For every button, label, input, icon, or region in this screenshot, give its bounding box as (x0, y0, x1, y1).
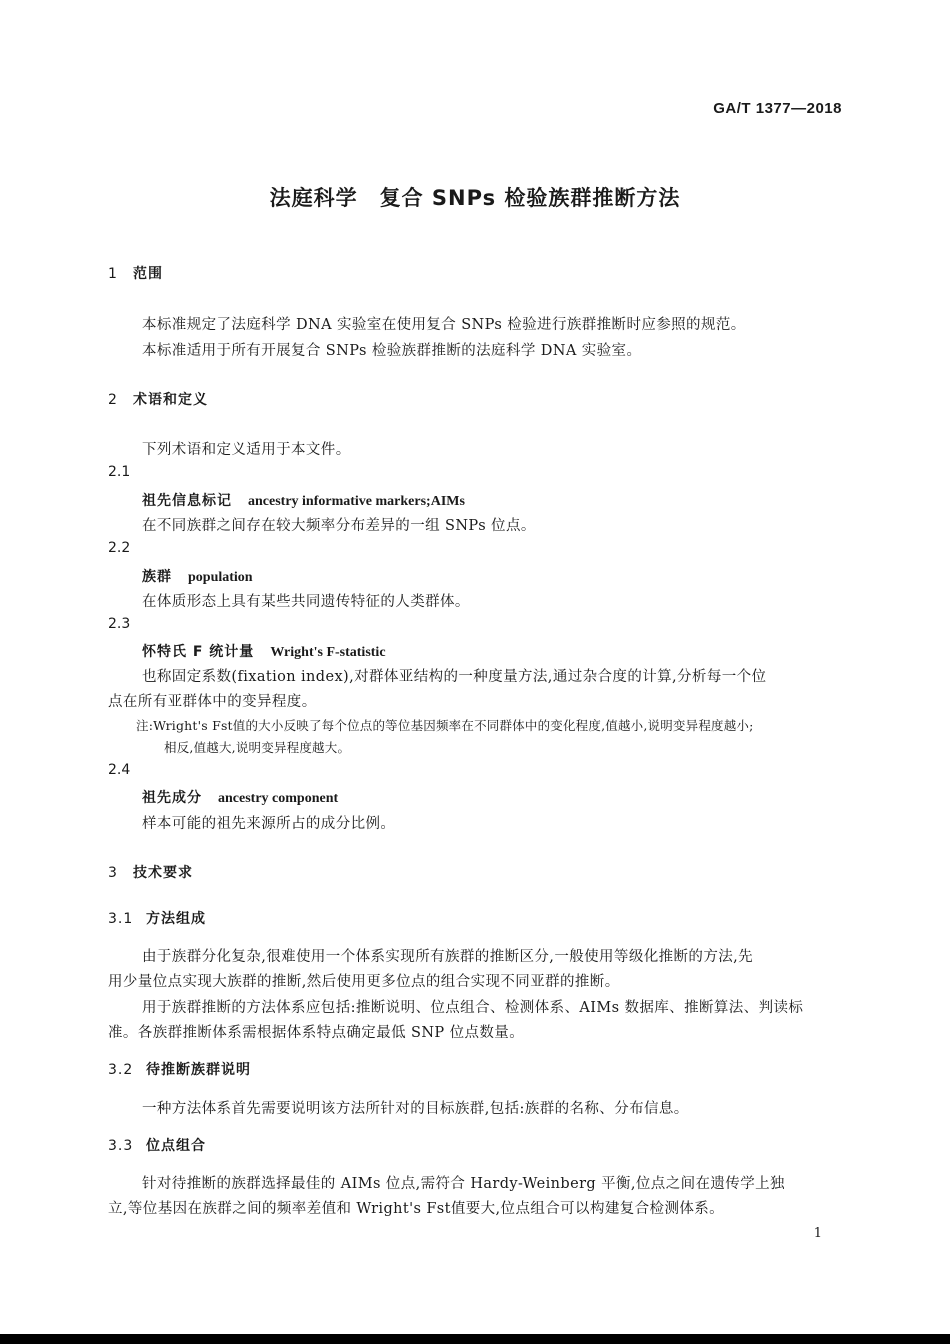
term-english: ancestry informative markers;AIMs (248, 494, 465, 509)
section-number: 2 (108, 392, 118, 408)
section-title: 术语和定义 (133, 392, 208, 408)
section-number: 1 (108, 266, 118, 282)
subsection-3-2-heading (108, 1059, 251, 1079)
section-1-paragraph-2: 本标准适用于所有开展复合 SNPs 检验族群推断的法庭科学 DNA 实验室。 (142, 343, 642, 359)
term-english: population (188, 570, 253, 585)
section-2-heading (108, 389, 208, 409)
term-entry (142, 787, 338, 807)
term-definition: 样本可能的祖先来源所占的成分比例。 (142, 816, 396, 832)
subsection-3-1-heading (108, 908, 206, 928)
term-chinese: 族群 (142, 569, 172, 585)
bottom-border (0, 1334, 950, 1344)
term-definition: 在体质形态上具有某些共同遗传特征的人类群体。 (142, 594, 470, 610)
term-definition: 在不同族群之间存在较大频率分布差异的一组 SNPs 位点。 (142, 518, 536, 534)
subsection-3-3-heading (108, 1135, 206, 1155)
paragraph-line: 由于族群分化复杂,很难使用一个体系实现所有族群的推断区分,一般使用等级化推断的方法,先 (142, 949, 754, 965)
note-line-2: 相反,值越大,说明变异程度越大。 (164, 740, 351, 755)
term-chinese: 祖先信息标记 (142, 493, 232, 509)
section-title: 技术要求 (133, 865, 193, 881)
section-2-intro: 下列术语和定义适用于本文件。 (142, 442, 351, 458)
paragraph-line: 用于族群推断的方法体系应包括:推断说明、位点组合、检测体系、AIMs 数据库、推断算法、判读标 (142, 1000, 804, 1016)
subsection-title: 方法组成 (146, 911, 206, 927)
paragraph-line: 针对待推断的族群选择最佳的 AIMs 位点,需符合 Hardy-Weinberg 平衡,位点之间在遗传学上独 (142, 1176, 785, 1192)
term-number: 2.3 (108, 616, 131, 632)
section-title: 范围 (133, 266, 163, 282)
subsection-title: 待推断族群说明 (146, 1062, 251, 1078)
term-english: Wright's F-statistic (270, 645, 386, 660)
subsection-number: 3.3 (108, 1138, 134, 1154)
paragraph-line: 一种方法体系首先需要说明该方法所针对的目标族群,包括:族群的名称、分布信息。 (142, 1101, 689, 1117)
standard-number: GA/T 1377—2018 (713, 100, 842, 117)
term-number: 2.4 (108, 762, 131, 778)
term-entry (142, 490, 465, 510)
paragraph-line: 准。各族群推断体系需根据体系特点确定最低 SNP 位点数量。 (108, 1025, 525, 1041)
term-entry (142, 641, 386, 661)
term-number: 2.1 (108, 464, 131, 480)
section-1-heading (108, 263, 163, 283)
subsection-title: 位点组合 (146, 1138, 206, 1154)
term-number: 2.2 (108, 540, 131, 556)
section-3-heading (108, 862, 193, 882)
subsection-number: 3.2 (108, 1062, 134, 1078)
term-definition-line-1: 也称固定系数(fixation index),对群体亚结构的一种度量方法,通过杂合度的计算,分析每一个位 (142, 669, 767, 685)
term-chinese: 祖先成分 (142, 790, 202, 806)
paragraph-line: 立,等位基因在族群之间的频率差值和 Wright's Fst值要大,位点组合可以构建复合检测体系。 (108, 1201, 725, 1217)
subsection-number: 3.1 (108, 911, 134, 927)
document-title: 法庭科学 复合 SNPs 检验族群推断方法 (269, 186, 681, 210)
note-line-1: 注:Wright's Fst值的大小反映了每个位点的等位基因频率在不同群体中的变化程度,值越小,说明变异程度越小; (136, 718, 754, 733)
section-number: 3 (108, 865, 118, 881)
paragraph-line: 用少量位点实现大族群的推断,然后使用更多位点的组合实现不同亚群的推断。 (108, 974, 620, 990)
term-english: ancestry component (218, 791, 339, 806)
term-chinese: 怀特氏 F 统计量 (142, 644, 255, 660)
section-1-paragraph-1: 本标准规定了法庭科学 DNA 实验室在使用复合 SNPs 检验进行族群推断时应参照的规范。 (142, 317, 746, 333)
term-entry (142, 566, 253, 586)
page-number: 1 (813, 1226, 822, 1241)
term-definition-line-2: 点在所有亚群体中的变异程度。 (108, 694, 317, 710)
